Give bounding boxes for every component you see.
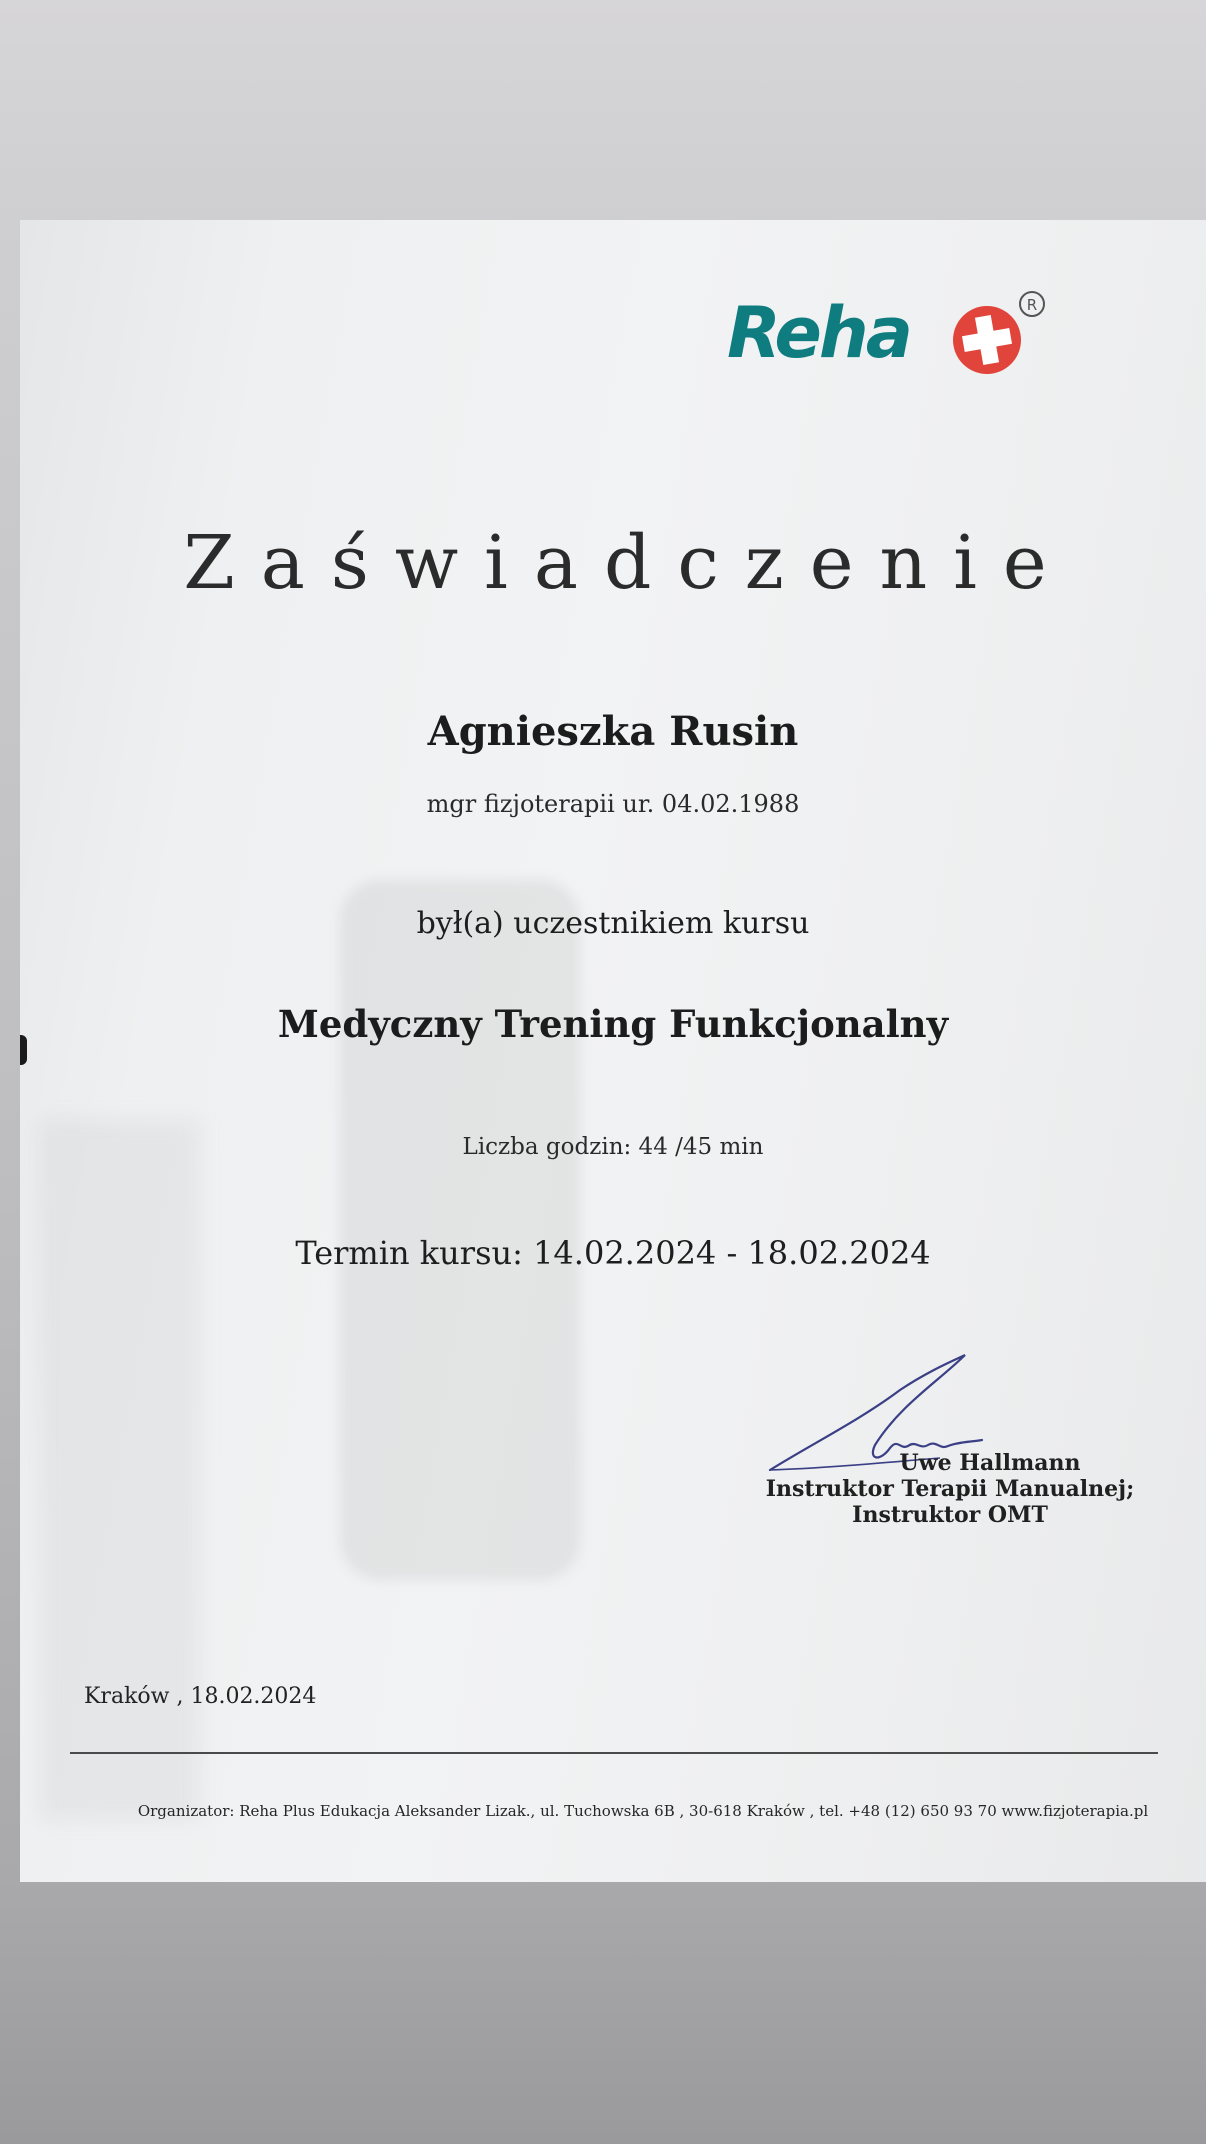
course-hours: Liczba godzin: 44 /45 min	[462, 1134, 764, 1160]
footer-divider	[70, 1752, 1158, 1754]
organizer-footer: Organizator: Reha Plus Edukacja Aleksander Lizak., ul. Tuchowska 6B , 30-618 Kraków , tel. +48 (12) 650 93 70 www.fizjoterapia.pl	[137, 1802, 1149, 1820]
recipient-name: Agnieszka Rusin	[427, 708, 799, 755]
course-term: Termin kursu: 14.02.2024 - 18.02.2024	[295, 1234, 931, 1272]
logo-text: Reha	[727, 292, 910, 374]
signer-role-1: Instruktor Terapii Manualnej;	[765, 1476, 1135, 1502]
phone-shadow-overlay	[340, 880, 580, 1580]
signer-name: Uwe Hallmann	[899, 1450, 1081, 1476]
signer-role-2: Instruktor OMT	[852, 1502, 1048, 1528]
svg-text:R: R	[1026, 296, 1038, 314]
participation-text: był(a) uczestnikiem kursu	[416, 906, 810, 941]
reha-plus-logo	[725, 282, 1055, 392]
recipient-details: mgr fizjoterapii ur. 04.02.1988	[426, 790, 800, 818]
place-and-date: Kraków , 18.02.2024	[84, 1684, 317, 1709]
certificate-title: Zaświadczenie	[183, 520, 1073, 606]
course-name: Medyczny Trening Funkcjonalny	[277, 1002, 949, 1046]
shadow-overlay	[40, 1120, 200, 1820]
certificate-page	[20, 220, 1206, 1882]
